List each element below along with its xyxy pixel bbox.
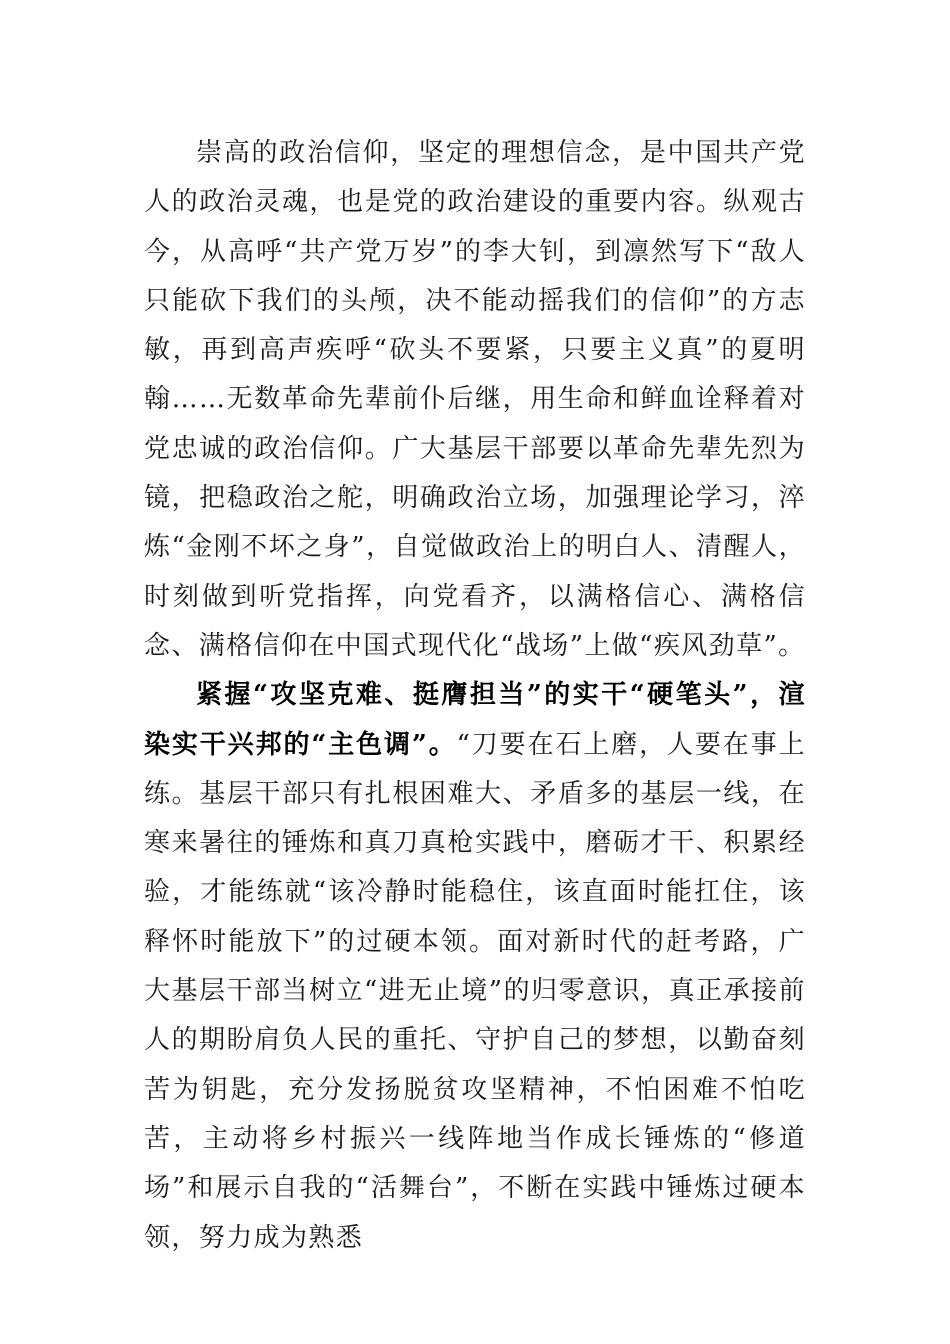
paragraph-text: 崇高的政治信仰，坚定的理想信念，是中国共产党人的政治灵魂，也是党的政治建设的重要内容。纵观古今，从高呼“共产党万岁”的李大钊，到凛然写下“敌人只能砍下我们的头颅，决不能动摇我们的信仰”的方志敏，再到高声疾呼“砍头不要紧，只要主义真”的夏明翰……无数革命先辈前仆后继，用生命和鲜血诠释着对党忠诚的政治信仰。广大基层干部要以革命先辈先烈为镜，把稳政治之舵，明确政治立场，加强理论学习，淬炼“金刚不坏之身”，自觉做政治上的明白人、清醒人，时刻做到听党指挥，向党看齐，以满格信心、满格信念、满格信仰在中国式现代化“战场”上做“疾风劲草”。 <box>144 138 806 661</box>
paragraph-political-belief <box>144 129 806 671</box>
paragraph-text: “刀要在石上磨，人要在事上练。基层干部只有扎根困难大、矛盾多的基层一线，在寒来暑往的锤炼和真刀真枪实践中，磨砺才干、积累经验，才能练就“该冷静时能稳住，该直面时能扛住，该释怀时能放下”的过硬本领。面对新时代的赶考路，广大基层干部当树立“进无止境”的归零意识，真正承接前人的期盼肩负人民的重托、守护自己的梦想，以勤奋刻苦为钥匙，充分发扬脱贫攻坚精神，不怕困难不怕吃苦，主动将乡村振兴一线阵地当作成长锤炼的“修道场”和展示自我的“活舞台”，不断在实践中锤炼过硬本领，努力成为熟悉 <box>144 729 806 1253</box>
paragraph-hard-work <box>144 671 806 1263</box>
paragraph-bold-lead: 紧握“攻坚克难、挺膺担当”的实干“硬笔头”，渲染实干兴邦的“主色调”。 <box>144 680 806 760</box>
body-text <box>144 129 806 1263</box>
